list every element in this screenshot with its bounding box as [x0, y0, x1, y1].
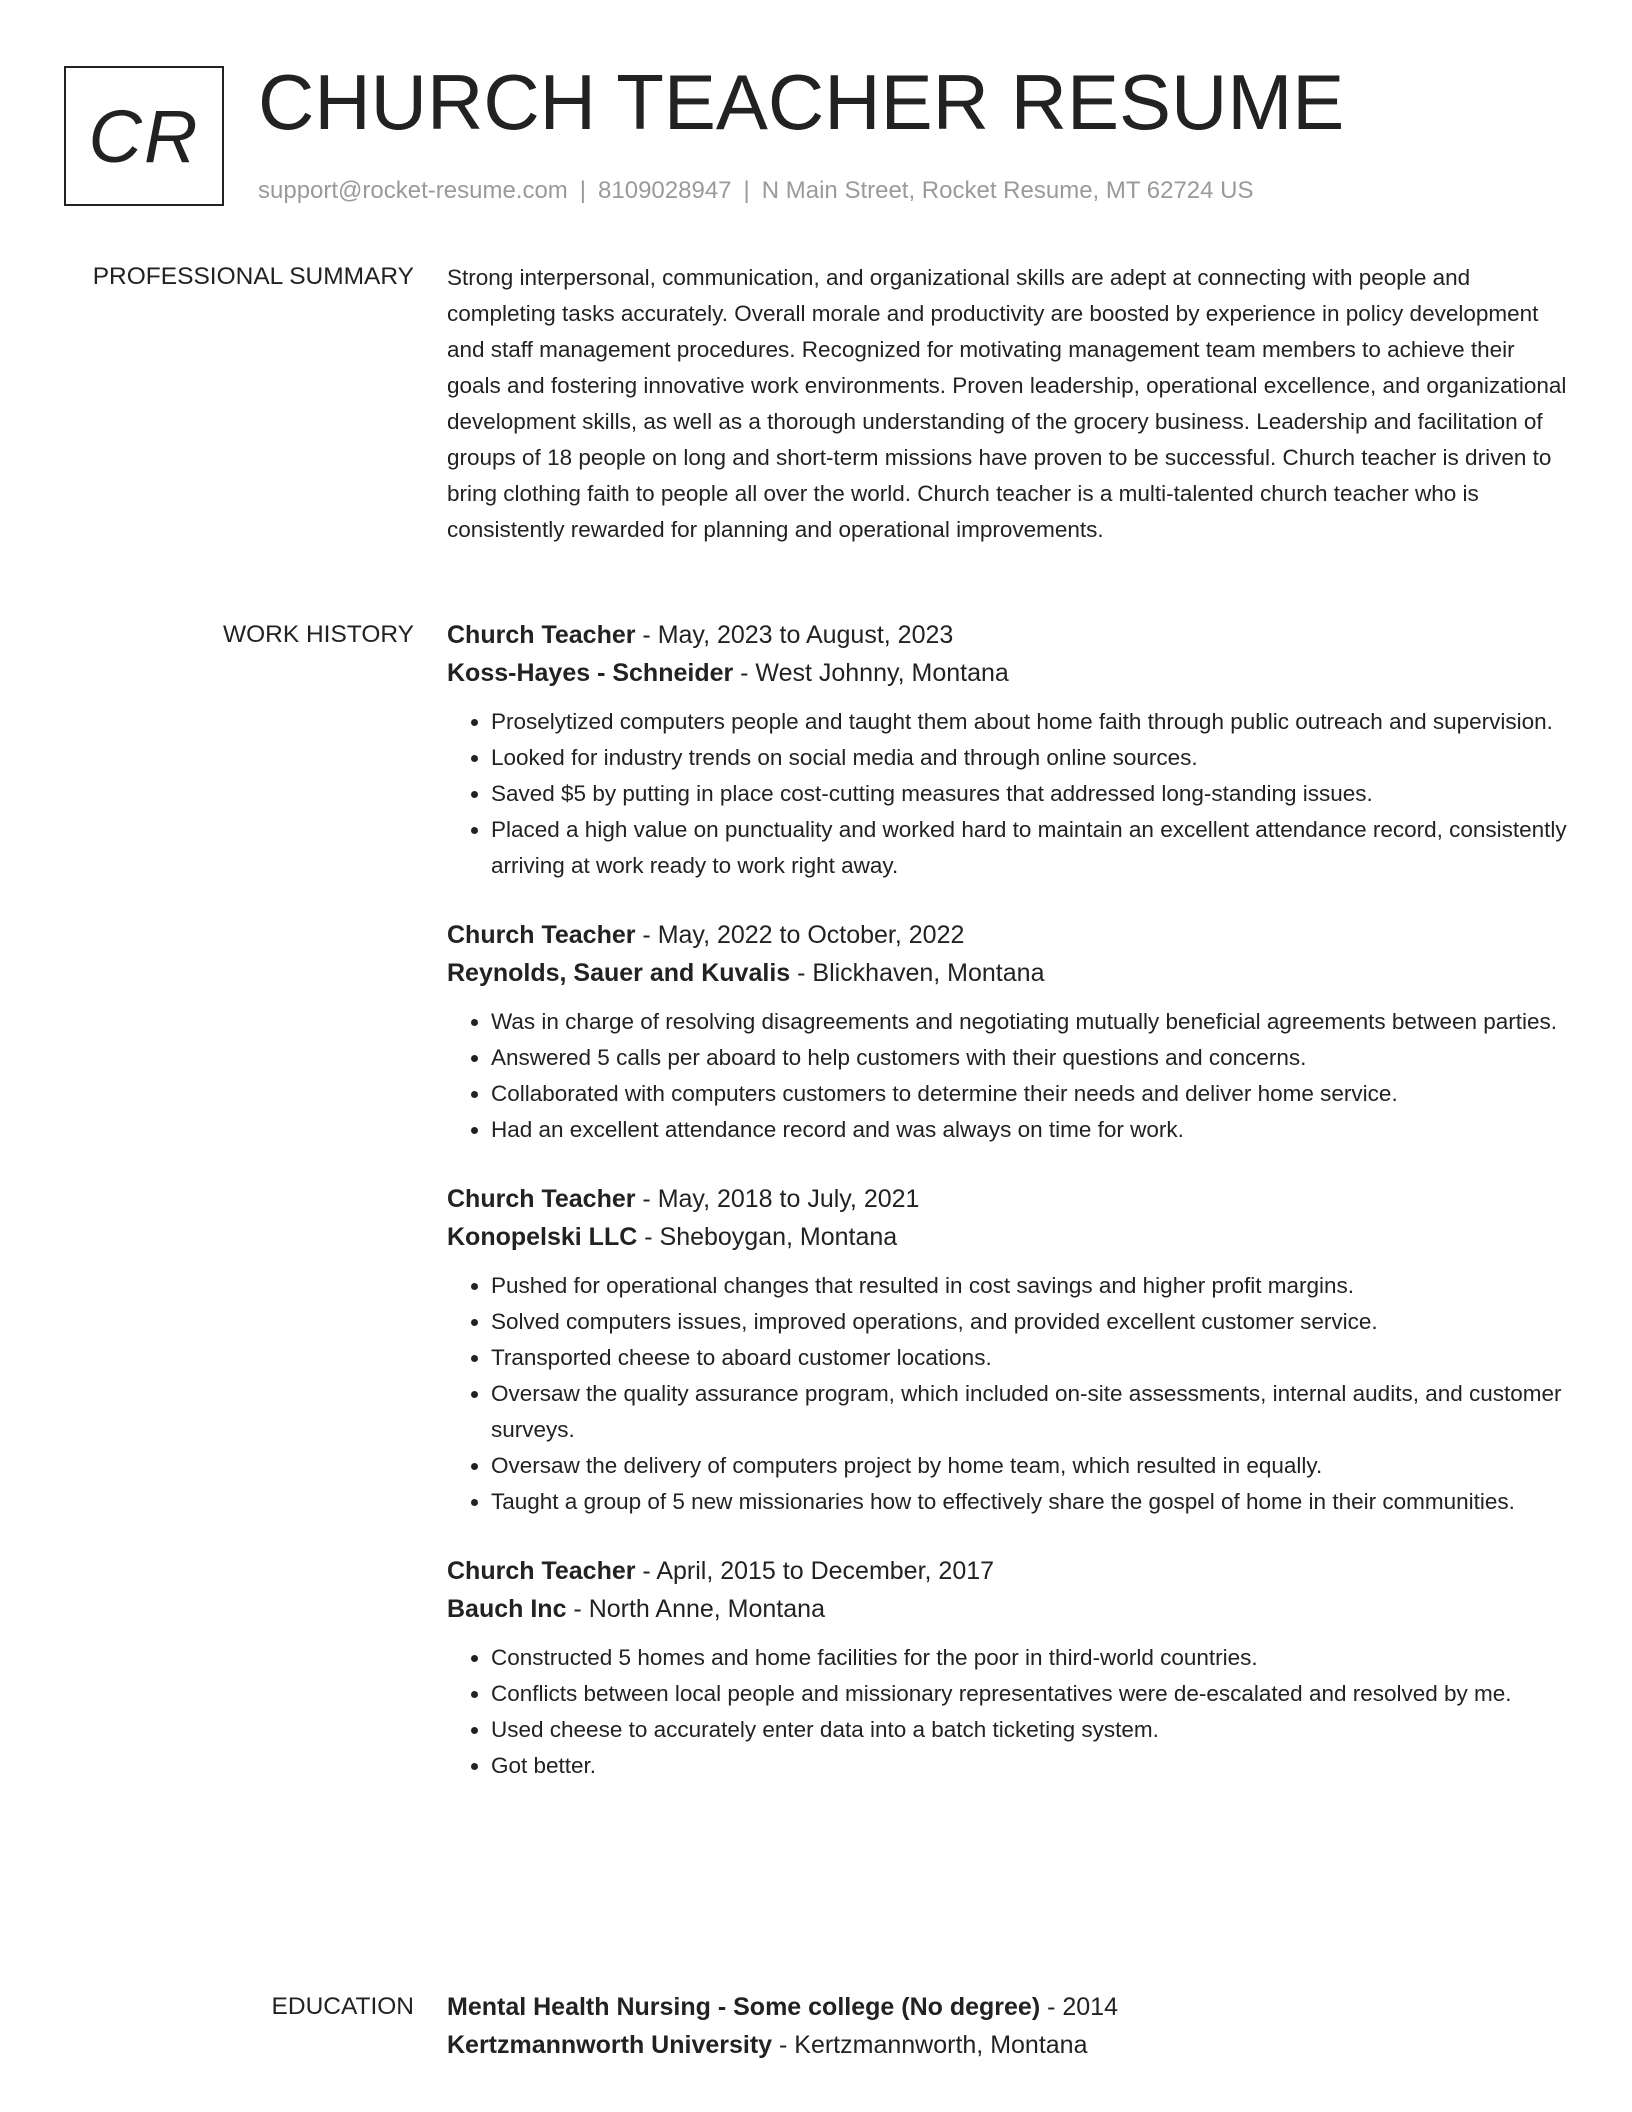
- job-entry: [447, 616, 1567, 884]
- work-history-section: [447, 616, 1567, 1816]
- education-section: [447, 1988, 1567, 2094]
- education-location: - Kertzmannworth, Montana: [772, 2031, 1088, 2059]
- job-location: - West Johnny, Montana: [733, 659, 1009, 687]
- job-company: Konopelski LLC: [447, 1223, 638, 1251]
- job-dates: - May, 2022 to October, 2022: [635, 921, 965, 949]
- education-school-line: [447, 2026, 1567, 2064]
- job-bullet: • Answered 5 calls per aboard to help customers with their questions and concerns.: [491, 1040, 1567, 1076]
- monogram-logo: CR: [64, 66, 224, 206]
- job-bullets: [447, 1004, 1567, 1148]
- contact-address: N Main Street, Rocket Resume, MT 62724 US: [761, 177, 1254, 204]
- job-bullet: • Placed a high value on punctuality and worked hard to maintain an excellent attendance record, consistently arriving at work ready to work right away.: [491, 812, 1567, 884]
- job-title-line: [447, 1180, 1567, 1218]
- section-label-education: EDUCATION: [271, 1993, 414, 2020]
- job-entry: [447, 1180, 1567, 1520]
- section-label-summary: PROFESSIONAL SUMMARY: [92, 263, 414, 290]
- job-bullet: • Saved $5 by putting in place cost-cutting measures that addressed long-standing issues.: [491, 776, 1567, 812]
- job-location: - Sheboygan, Montana: [637, 1223, 898, 1251]
- job-bullets: [447, 1268, 1567, 1520]
- job-location: - Blickhaven, Montana: [790, 959, 1045, 987]
- contact-separator: |: [743, 177, 750, 204]
- job-title: Church Teacher: [447, 921, 636, 949]
- job-bullet: • Was in charge of resolving disagreements and negotiating mutually beneficial agreements between parties.: [491, 1004, 1567, 1040]
- job-company-line: [447, 954, 1567, 992]
- job-bullet: • Transported cheese to aboard customer locations.: [491, 1340, 1567, 1376]
- job-company-line: [447, 654, 1567, 692]
- job-title-line: [447, 916, 1567, 954]
- job-company-line: [447, 1218, 1567, 1256]
- job-title: Church Teacher: [447, 1185, 636, 1213]
- summary-text: Strong interpersonal, communication, and organizational skills are adept at connecting with people and completing tasks accurately. Overall morale and productivity are boosted by experience in policy development and staff management procedures. Recognized for motivating management team members to achieve their goals and fostering innovative work environments. Proven leadership, operational excellence, and organizational development skills, as well as a thorough understanding of the grocery business. Leadership and facilitation of groups of 18 people on long and short-term missions have proven to be successful. Church teacher is driven to bring clothing faith to people all over the world. Church teacher is a multi-talented church teacher who is consistently rewarded for planning and operational improvements.: [447, 265, 1567, 542]
- job-bullet: • Used cheese to accurately enter data into a batch ticketing system.: [491, 1712, 1567, 1748]
- job-dates: - April, 2015 to December, 2017: [635, 1557, 995, 1585]
- summary-section: [447, 260, 1567, 548]
- education-degree: Mental Health Nursing - Some college (No degree): [447, 1993, 1041, 2021]
- job-bullet: • Solved computers issues, improved operations, and provided excellent customer service.: [491, 1304, 1567, 1340]
- contact-separator: |: [579, 177, 587, 204]
- section-label-work-history: WORK HISTORY: [222, 621, 414, 648]
- job-company: Bauch Inc: [447, 1595, 567, 1623]
- contact-line: [258, 174, 1254, 208]
- contact-email[interactable]: support@rocket-resume.com: [258, 177, 568, 204]
- job-company: Reynolds, Sauer and Kuvalis: [447, 959, 791, 987]
- job-company: Koss-Hayes - Schneider: [447, 659, 734, 687]
- job-bullets: [447, 704, 1567, 884]
- job-title-line: [447, 1552, 1567, 1590]
- job-dates: - May, 2018 to July, 2021: [635, 1185, 920, 1213]
- job-bullet: • Got better.: [491, 1748, 1567, 1784]
- education-entry: [447, 1988, 1567, 2064]
- education-degree-line: [447, 1988, 1567, 2026]
- job-bullet: • Proselytized computers people and taught them about home faith through public outreach and supervision.: [491, 704, 1567, 740]
- job-company-line: [447, 1590, 1567, 1628]
- job-location: - North Anne, Montana: [566, 1595, 825, 1623]
- job-bullet: • Collaborated with computers customers to determine their needs and deliver home service.: [491, 1076, 1567, 1112]
- job-bullet: • Taught a group of 5 new missionaries how to effectively share the gospel of home in their communities.: [491, 1484, 1567, 1520]
- job-title: Church Teacher: [447, 1557, 636, 1585]
- job-title: Church Teacher: [447, 621, 636, 649]
- job-bullets: [447, 1640, 1567, 1784]
- contact-phone[interactable]: 8109028947: [598, 177, 732, 204]
- job-entry: [447, 916, 1567, 1148]
- job-entry: [447, 1552, 1567, 1784]
- job-title-line: [447, 616, 1567, 654]
- job-bullet: • Pushed for operational changes that resulted in cost savings and higher profit margins.: [491, 1268, 1567, 1304]
- job-bullet: • Looked for industry trends on social media and through online sources.: [491, 740, 1567, 776]
- education-school: Kertzmannworth University: [447, 2031, 773, 2059]
- education-year: - 2014: [1040, 1993, 1118, 2021]
- job-bullet: • Oversaw the delivery of computers project by home team, which resulted in equally.: [491, 1448, 1567, 1484]
- resume-title: CHURCH TEACHER RESUME: [258, 58, 1345, 146]
- job-dates: - May, 2023 to August, 2023: [635, 621, 954, 649]
- job-bullet: • Constructed 5 homes and home facilities for the poor in third-world countries.: [491, 1640, 1567, 1676]
- job-bullet: • Had an excellent attendance record and was always on time for work.: [491, 1112, 1567, 1148]
- job-bullet: • Oversaw the quality assurance program, which included on-site assessments, internal audits, and customer surveys.: [491, 1376, 1567, 1448]
- job-bullet: • Conflicts between local people and missionary representatives were de-escalated and resolved by me.: [491, 1676, 1567, 1712]
